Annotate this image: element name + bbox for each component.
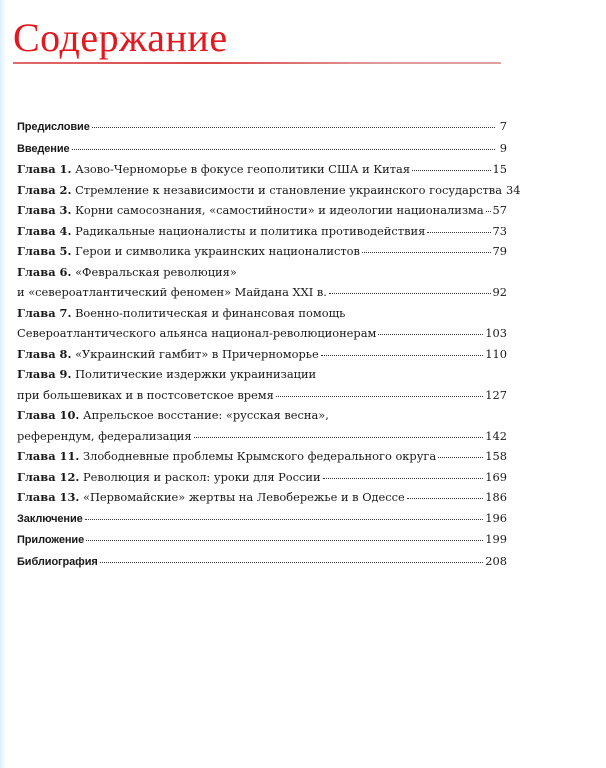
section-title[interactable]: Заключение: [17, 512, 83, 525]
chapter-title-line[interactable]: [17, 303, 345, 324]
toc-section-entry[interactable]: [17, 529, 507, 551]
chapter-title: Стремление к независимости и становление украинского государства: [75, 182, 503, 197]
toc-chapter-entry[interactable]: [17, 241, 507, 262]
chapter-title-line[interactable]: [17, 282, 327, 303]
chapter-title-line[interactable]: [17, 405, 329, 426]
toc-section-entry[interactable]: [17, 116, 507, 138]
chapter-title: Военно-политическая и финансовая помощь: [75, 305, 346, 320]
page-number: 127: [485, 387, 507, 402]
chapter-label: Глава 9.: [17, 367, 72, 381]
chapter-title: Радикальные националисты и политика противодействия: [75, 223, 426, 238]
toc-section-entry[interactable]: [17, 508, 507, 530]
dot-leader: [407, 489, 483, 501]
page-number: 7: [499, 119, 507, 133]
chapter-title-line[interactable]: [17, 385, 274, 406]
page-number: 15: [492, 162, 507, 176]
page-number: 196: [485, 510, 507, 525]
chapter-label: Глава 10.: [17, 408, 80, 422]
dot-leader: [276, 387, 483, 399]
chapter-title-line[interactable]: [17, 221, 425, 242]
page-number: 103: [485, 326, 507, 340]
page-number: 9: [499, 140, 507, 155]
dot-leader: [438, 448, 483, 460]
toc-chapter-entry[interactable]: [17, 221, 507, 242]
dot-leader: [72, 140, 495, 152]
chapter-title: Североатлантического альянса национал-революционерам: [17, 326, 377, 340]
toc-line: [17, 508, 507, 530]
page-number: 199: [485, 532, 507, 546]
page-number: 158: [485, 449, 507, 463]
toc-chapter-entry[interactable]: [17, 344, 507, 365]
dot-leader: [321, 346, 484, 358]
chapter-label: Глава 2.: [17, 182, 72, 197]
chapter-title-line[interactable]: [17, 344, 319, 365]
toc-line: [17, 426, 507, 447]
chapter-title-line[interactable]: [17, 364, 316, 385]
chapter-title: Корни самосознания, «самостийности» и идеологии национализма: [75, 203, 484, 217]
chapter-title-line[interactable]: [17, 241, 360, 262]
toc-line: [17, 241, 507, 262]
chapter-label: Глава 8.: [17, 346, 72, 361]
toc-line: [17, 385, 507, 406]
chapter-title-line[interactable]: [17, 200, 484, 221]
dot-leader: [427, 223, 490, 235]
chapter-label: Глава 12.: [17, 469, 80, 484]
page-number: 110: [485, 346, 507, 361]
title-divider: [13, 62, 501, 64]
toc-line: [17, 180, 521, 201]
section-title[interactable]: Приложение: [17, 534, 85, 546]
toc-line: [17, 487, 507, 508]
toc-line: [17, 446, 507, 467]
toc-section-entry[interactable]: [17, 551, 507, 573]
chapter-title-line[interactable]: [17, 262, 237, 283]
toc-chapter-entry[interactable]: [17, 200, 507, 221]
page-number: 34: [506, 182, 521, 197]
toc-chapter-entry[interactable]: [17, 405, 507, 446]
dot-leader: [194, 428, 484, 440]
toc-chapter-entry[interactable]: [17, 159, 507, 180]
toc-line: [17, 262, 507, 283]
chapter-label: Глава 13.: [17, 490, 80, 504]
toc-line: [17, 323, 507, 344]
toc-line: [17, 364, 507, 385]
page-number: 92: [492, 285, 507, 299]
toc-line: [17, 138, 507, 160]
chapter-label: Глава 1.: [17, 162, 72, 176]
toc-chapter-entry[interactable]: [17, 303, 507, 344]
chapter-label: Глава 4.: [17, 223, 72, 238]
toc-chapter-entry[interactable]: [17, 364, 507, 405]
chapter-title: «Украинский гамбит» в Причерноморье: [75, 346, 319, 361]
dot-leader: [378, 325, 483, 337]
chapter-title-line[interactable]: [17, 426, 192, 447]
chapter-title: Азово-Черноморье в фокусе геополитики США и Китая: [75, 162, 411, 176]
dot-leader: [85, 510, 484, 522]
chapter-label: Глава 6.: [17, 264, 72, 279]
chapter-title: референдум, федерализация: [17, 428, 192, 443]
toc-chapter-entry[interactable]: [17, 487, 507, 508]
chapter-label: Глава 3.: [17, 203, 72, 217]
toc-line: [17, 529, 507, 551]
section-title[interactable]: Предисловие: [17, 121, 90, 133]
chapter-title: при большевиках и в постсоветское время: [17, 387, 274, 402]
toc-chapter-entry[interactable]: [17, 467, 507, 488]
toc-line: [17, 551, 507, 573]
toc-chapter-entry[interactable]: [17, 262, 507, 303]
chapter-title: «Февральская революция»: [75, 264, 237, 279]
page-number: 79: [492, 244, 507, 258]
page-number: 73: [492, 223, 507, 238]
section-title[interactable]: Библиография: [17, 555, 98, 568]
toc-line: [17, 159, 507, 180]
toc-line: [17, 221, 507, 242]
chapter-title-line[interactable]: [17, 159, 410, 180]
chapter-title: Герои и символика украинских националистов: [75, 244, 360, 258]
dot-leader: [86, 531, 483, 543]
toc-line: [17, 303, 507, 324]
dot-leader: [362, 243, 491, 255]
dot-leader: [100, 553, 484, 565]
chapter-title: Революция и раскол: уроки для России: [82, 469, 321, 484]
chapter-title: Апрельское восстание: «русская весна»,: [82, 408, 329, 422]
chapter-title-line[interactable]: [17, 446, 436, 467]
toc-line: [17, 467, 507, 488]
toc-line: [17, 282, 507, 303]
toc-section-entry[interactable]: [17, 138, 507, 160]
dot-leader: [486, 202, 491, 214]
dot-leader: [323, 469, 484, 481]
page-title: Содержание: [13, 15, 228, 60]
chapter-label: Глава 11.: [17, 449, 80, 463]
chapter-title: «Первомайские» жертвы на Левобережье и в Одессе: [82, 490, 405, 504]
chapter-label: Глава 5.: [17, 244, 72, 258]
toc-chapter-entry[interactable]: [17, 446, 507, 467]
page-number: 57: [492, 203, 507, 217]
dot-leader: [92, 118, 495, 130]
chapter-title-line[interactable]: [17, 180, 502, 201]
dot-leader: [329, 284, 491, 296]
chapter-title: и «североатлантический феномен» Майдана XXI в.: [17, 285, 327, 299]
dot-leader: [412, 161, 490, 173]
table-of-contents: [17, 116, 521, 572]
chapter-title-line[interactable]: [17, 487, 405, 508]
chapter-title: Злободневные проблемы Крымского федерального округа: [82, 449, 437, 463]
toc-line: [17, 344, 507, 365]
chapter-title-line[interactable]: [17, 323, 376, 344]
page-number: 186: [485, 490, 507, 504]
section-title[interactable]: Введение: [17, 142, 70, 155]
toc-chapter-entry[interactable]: [17, 180, 521, 201]
toc-line: [17, 405, 507, 426]
chapter-title: Политические издержки украинизации: [75, 367, 317, 381]
chapter-title-line[interactable]: [17, 467, 321, 488]
toc-line: [17, 200, 507, 221]
page-number: 208: [485, 553, 507, 568]
page-number: 169: [485, 469, 507, 484]
page-number: 142: [485, 428, 507, 443]
chapter-label: Глава 7.: [17, 305, 72, 320]
page-edge-tint: [0, 0, 6, 768]
toc-line: [17, 116, 507, 138]
